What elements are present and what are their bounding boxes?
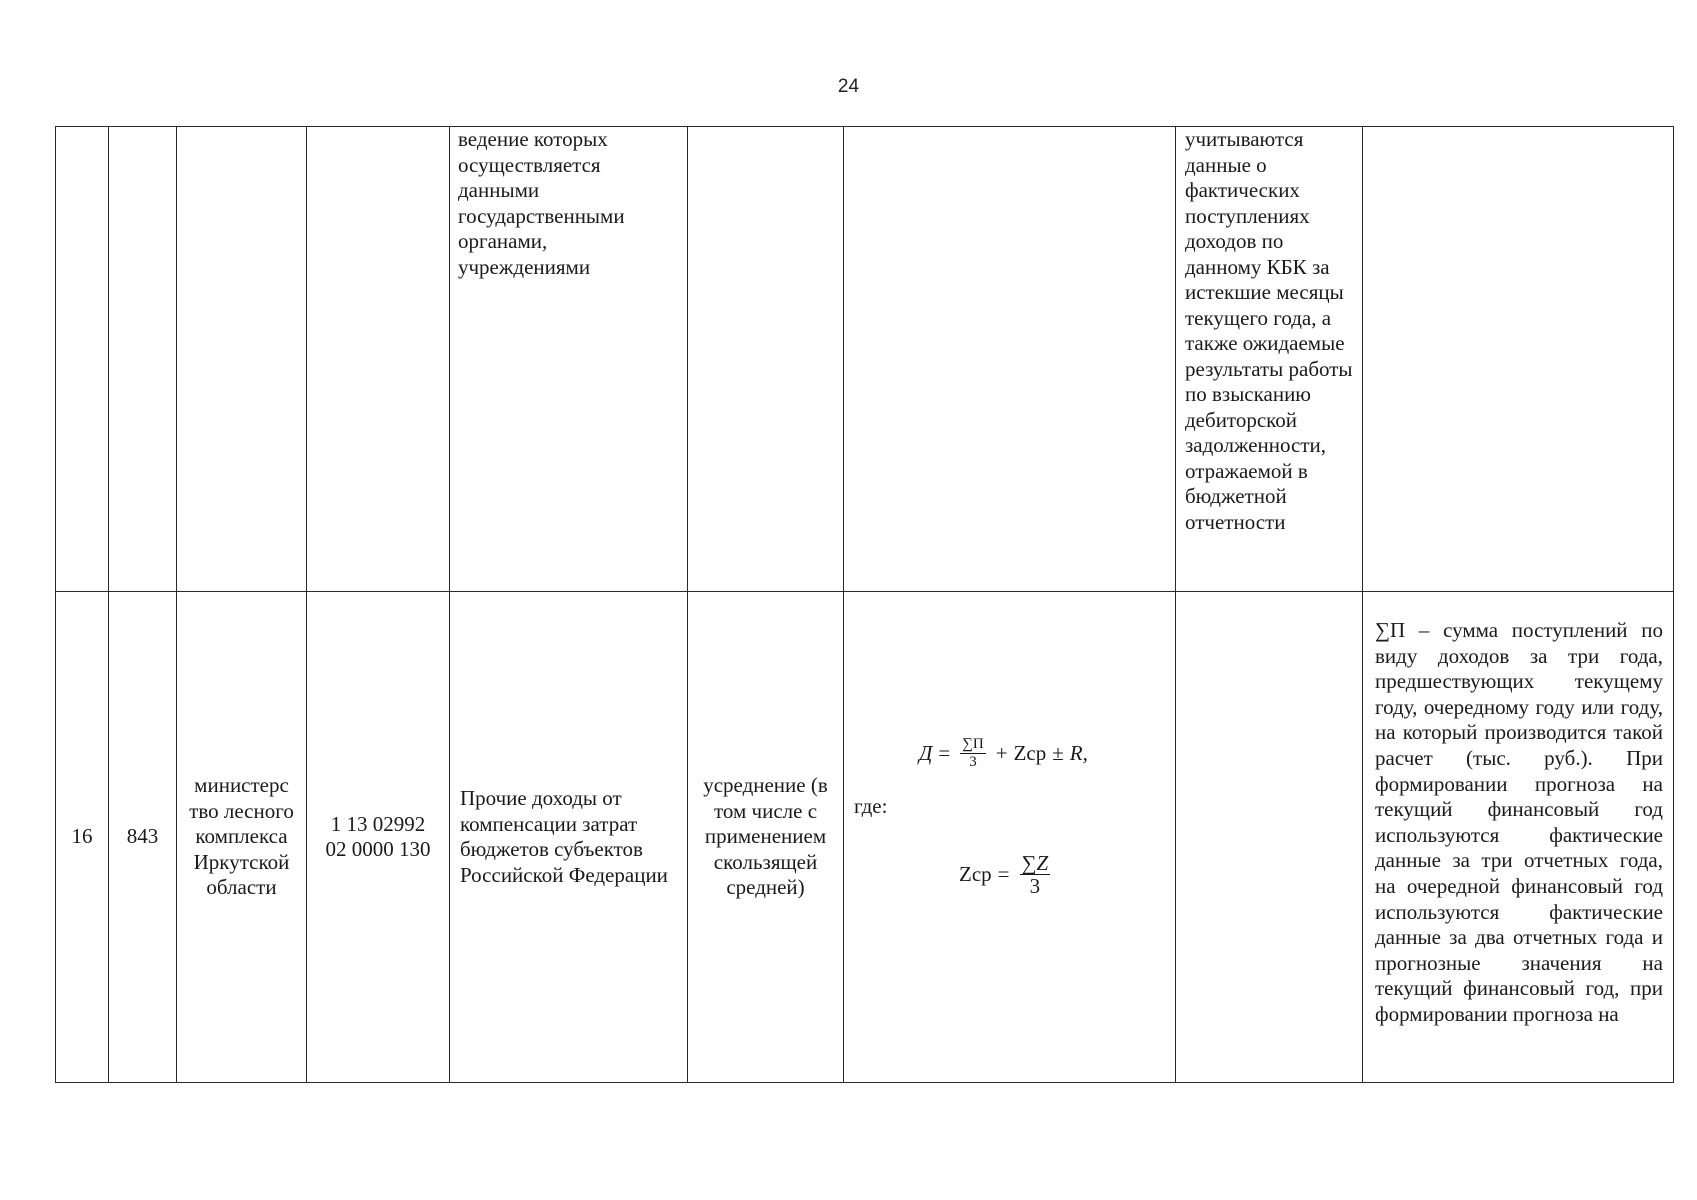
revenue-forecast-table	[55, 126, 1674, 1083]
formula-plus: +	[995, 740, 1008, 765]
formula-zcp-lhs: Zcp	[959, 861, 992, 886]
formula-plusminus: ±	[1052, 740, 1064, 765]
cell-admin	[177, 592, 307, 1083]
admin-code: 843	[126, 824, 159, 849]
row-number: 16	[71, 824, 93, 849]
admin-name: министерс тво лесного комплекса Иркутской области	[189, 773, 294, 900]
kbk-code-line2: 02 0000 130	[325, 837, 431, 861]
formula-where-label: где:	[854, 794, 888, 818]
fraction-denominator: 3	[969, 754, 977, 770]
formula-fraction	[1020, 852, 1051, 897]
formula-equals: =	[997, 861, 1010, 886]
cell-notes	[1176, 127, 1363, 592]
cell-num	[56, 592, 109, 1083]
cell-name	[450, 127, 688, 592]
formula-equals: =	[938, 740, 951, 765]
formula-d: Д	[919, 740, 933, 765]
cell-formula	[844, 127, 1176, 592]
cell-method	[688, 592, 844, 1083]
formula-r: R,	[1069, 740, 1088, 765]
cell-description	[1363, 127, 1674, 592]
cell-name-text: ведение которых осуществляется данными государственными органами, учреждениями	[458, 127, 625, 279]
cell-code	[109, 592, 177, 1083]
cell-description	[1363, 592, 1674, 1083]
formula-forecast	[919, 736, 1088, 771]
description-text: ∑П – сумма поступлений по виду доходов за три года, предшествующих текущему году, очередному году или году, на который производится такой расчет (тыс. руб.). При формировании прогноза на текущий финансовый год используются фактические данные за три отчетных года, на очередной финансовый год используются фактические данные за два отчетных года и прогнозные значения на текущий финансовый год, при формировании прогноза на	[1375, 618, 1663, 1026]
cell-name	[450, 592, 688, 1083]
kbk-code-line1: 1 13 02992	[330, 811, 426, 836]
fraction-numerator: ∑Z	[1021, 851, 1049, 875]
income-name: Прочие доходы от компенсации затрат бюджетов субъектов Российской Федерации	[460, 786, 668, 887]
fraction-numerator: ∑П	[962, 736, 984, 752]
cell-kbk	[307, 592, 450, 1083]
table-row	[56, 592, 1674, 1083]
formula-fraction	[960, 736, 986, 771]
calc-method: усреднение (в том числе с применением скользящей средней)	[703, 773, 828, 900]
cell-notes-text	[1176, 592, 1362, 604]
cell-method	[688, 127, 844, 592]
page-number: 24	[837, 76, 860, 97]
cell-formula	[844, 592, 1176, 1083]
cell-num	[56, 127, 109, 592]
formula-block	[844, 592, 1175, 1082]
fraction-denominator: 3	[1029, 874, 1041, 898]
cell-kbk	[307, 127, 450, 592]
formula-zcp: Zcp	[1013, 740, 1047, 765]
table-row	[56, 127, 1674, 592]
cell-notes	[1176, 592, 1363, 1083]
cell-notes-text: учитываются данные о фактических поступлениях доходов по данному КБК за истекшие месяцы текущего года, а также ожидаемые результаты работы по взысканию дебиторской задолженности, отражаемой в бюджетной отчетности	[1185, 127, 1353, 534]
cell-code	[109, 127, 177, 592]
formula-zcp-definition	[959, 852, 1054, 897]
cell-admin	[177, 127, 307, 592]
